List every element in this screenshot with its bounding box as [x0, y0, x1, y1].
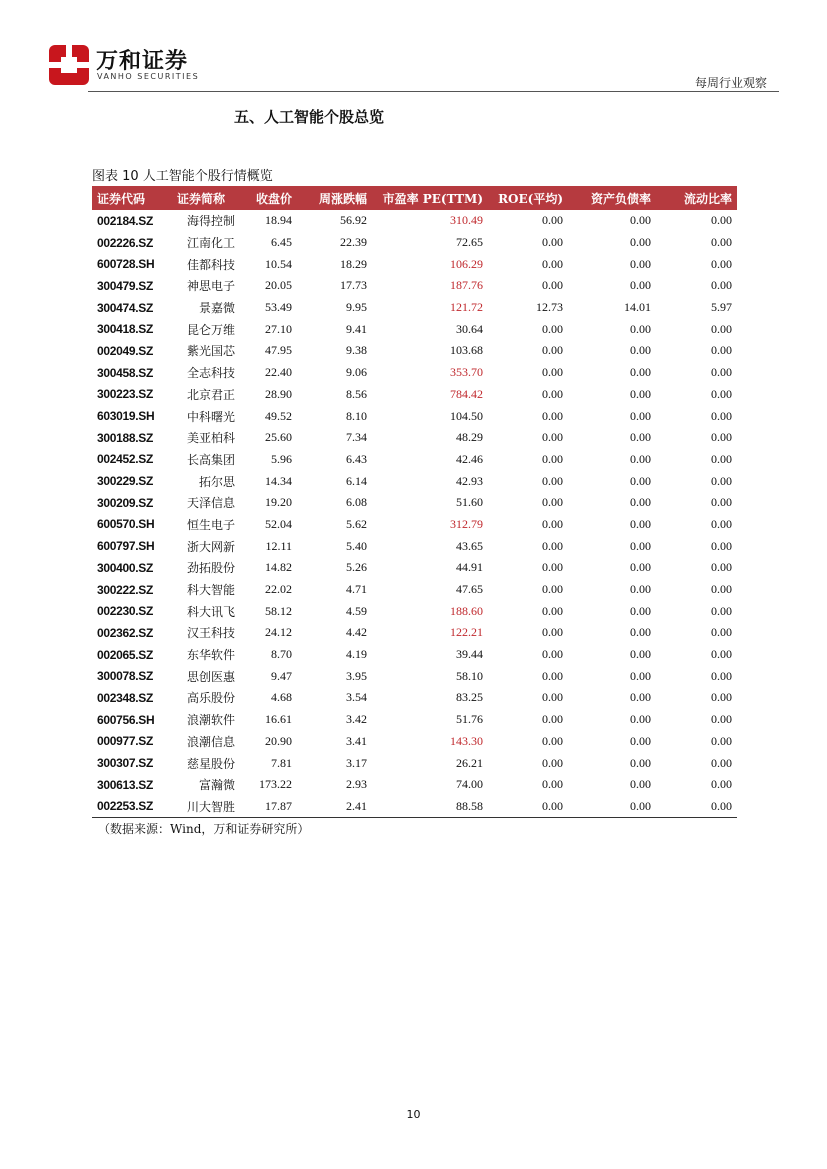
cell-close: 22.02: [265, 582, 292, 597]
cell-current-ratio: 0.00: [656, 796, 737, 818]
table-caption: 图表 10 人工智能个股行情概览: [92, 169, 273, 184]
col-header-code: 证券代码: [92, 186, 172, 210]
cell-name: 全志科技: [186, 366, 235, 381]
table-row: [92, 622, 737, 644]
cell-code: 002049.SZ: [97, 343, 154, 358]
cell-roe: 0.00: [542, 516, 563, 531]
cell-close: 10.54: [265, 256, 292, 271]
cell-weekly-change: 4.71: [346, 582, 367, 597]
table-row: [92, 535, 737, 557]
cell-name: 北京君正: [186, 387, 235, 402]
cell-code: 300418.SZ: [97, 322, 154, 337]
cell-close: 47.95: [265, 343, 292, 358]
cell-current-ratio: 0.00: [711, 386, 732, 401]
cell-debt-ratio: 0.00: [630, 668, 651, 683]
cell-pe: 51.76: [456, 712, 483, 727]
cell-code: 002253.SZ: [92, 796, 172, 818]
cell-weekly-change: 9.38: [346, 343, 367, 358]
cell-current-ratio: 0.00: [711, 430, 732, 445]
cell-weekly-change: 5.26: [346, 560, 367, 575]
cell-weekly-change: 56.92: [340, 213, 367, 228]
cell-debt-ratio: 14.01: [624, 300, 651, 315]
cell-name: 天泽信息: [186, 496, 235, 511]
cell-current-ratio: 0.00: [711, 365, 732, 380]
cell-close: 27.10: [265, 321, 292, 336]
cell-roe: 0.00: [542, 582, 563, 597]
cell-code: 002230.SZ: [97, 604, 154, 619]
cell-roe: 0.00: [542, 538, 563, 553]
cell-roe: 0.00: [542, 343, 563, 358]
table-row: [92, 731, 737, 753]
cell-weekly-change: 5.40: [346, 538, 367, 553]
cell-current-ratio: 0.00: [711, 451, 732, 466]
cell-code: 000977.SZ: [97, 734, 154, 749]
cell-current-ratio: 0.00: [711, 625, 732, 640]
cell-weekly-change: 2.41: [297, 796, 372, 818]
table-row: [92, 579, 737, 601]
cell-code: 600728.SH: [97, 257, 155, 272]
cell-debt-ratio: 0.00: [630, 408, 651, 423]
table-row: [92, 709, 737, 731]
cell-name: 川大智胜: [172, 796, 240, 818]
col-header-weekly-change: 周涨跌幅: [297, 186, 372, 210]
cell-name: 佳都科技: [186, 257, 235, 272]
cell-current-ratio: 0.00: [711, 755, 732, 770]
cell-debt-ratio: 0.00: [630, 560, 651, 575]
cell-code: 300474.SZ: [97, 300, 154, 315]
cell-name: 高乐股份: [186, 691, 235, 706]
cell-weekly-change: 6.14: [346, 473, 367, 488]
cell-debt-ratio: 0.00: [630, 235, 651, 250]
cell-current-ratio: 0.00: [711, 343, 732, 358]
cell-pe: 187.76: [450, 278, 483, 293]
cell-roe: 0.00: [542, 365, 563, 380]
cell-pe: 30.64: [456, 321, 483, 336]
cell-name: 海得控制: [186, 214, 235, 229]
cell-close: 24.12: [265, 625, 292, 640]
cell-weekly-change: 9.41: [346, 321, 367, 336]
cell-name: 思创医惠: [186, 669, 235, 684]
cell-current-ratio: 5.97: [711, 300, 732, 315]
cell-code: 600797.SH: [97, 539, 155, 554]
cell-weekly-change: 18.29: [340, 256, 367, 271]
cell-pe: 51.60: [456, 495, 483, 510]
cell-weekly-change: 3.54: [346, 690, 367, 705]
cell-debt-ratio: 0.00: [630, 582, 651, 597]
cell-name: 浪潮信息: [186, 734, 235, 749]
cell-close: 7.81: [271, 755, 292, 770]
cell-current-ratio: 0.00: [711, 690, 732, 705]
table-row: [92, 318, 737, 340]
table-row: [92, 600, 737, 622]
cell-pe: 58.10: [456, 668, 483, 683]
cell-code: 002184.SZ: [97, 213, 154, 228]
source-note: （数据来源：Wind，万和证券研究所）: [98, 822, 310, 836]
cell-roe: 0.00: [542, 321, 563, 336]
table-row: [92, 232, 737, 254]
cell-name: 昆仑万维: [186, 322, 235, 337]
cell-roe: 0.00: [542, 668, 563, 683]
cell-close: 52.04: [265, 516, 292, 531]
cell-code: 300222.SZ: [97, 582, 154, 597]
col-header-debt-ratio: 资产负债率: [568, 186, 656, 210]
cell-current-ratio: 0.00: [711, 733, 732, 748]
section-title: 五、人工智能个股总览: [234, 108, 385, 126]
cell-debt-ratio: 0.00: [630, 647, 651, 662]
cell-weekly-change: 8.56: [346, 386, 367, 401]
cell-name: 劲拓股份: [186, 561, 235, 576]
cell-pe: 121.72: [450, 300, 483, 315]
cell-pe: 26.21: [456, 755, 483, 770]
cell-debt-ratio: 0.00: [630, 712, 651, 727]
cell-name: 浙大网新: [186, 539, 235, 554]
cell-roe: 0.00: [542, 408, 563, 423]
table-row: [92, 470, 737, 492]
table-row: [92, 427, 737, 449]
cell-debt-ratio: 0.00: [630, 603, 651, 618]
cell-current-ratio: 0.00: [711, 560, 732, 575]
cell-close: 19.20: [265, 495, 292, 510]
table-row: [92, 644, 737, 666]
cell-close: 14.34: [265, 473, 292, 488]
cell-close: 20.05: [265, 278, 292, 293]
cell-code: 300229.SZ: [97, 474, 154, 489]
cell-roe: 0.00: [542, 386, 563, 401]
header-divider: [88, 91, 779, 92]
col-header-close: 收盘价: [240, 186, 297, 210]
table-row: [92, 557, 737, 579]
cell-debt-ratio: 0.00: [630, 733, 651, 748]
table-row: [92, 449, 737, 471]
cell-weekly-change: 9.95: [346, 300, 367, 315]
table-row: [92, 687, 737, 709]
cell-pe: 103.68: [450, 343, 483, 358]
cell-pe: 47.65: [456, 582, 483, 597]
cell-weekly-change: 22.39: [340, 235, 367, 250]
cell-pe: 106.29: [450, 256, 483, 271]
cell-pe: 43.65: [456, 538, 483, 553]
cell-current-ratio: 0.00: [711, 235, 732, 250]
table-row: [92, 210, 737, 232]
cell-pe: 72.65: [456, 235, 483, 250]
cell-pe: 312.79: [450, 516, 483, 531]
cell-debt-ratio: 0.00: [630, 256, 651, 271]
cell-weekly-change: 7.34: [346, 430, 367, 445]
cell-code: 300458.SZ: [97, 365, 154, 380]
table-row: [92, 405, 737, 427]
cell-close: 25.60: [265, 430, 292, 445]
cell-current-ratio: 0.00: [711, 538, 732, 553]
cell-close: 6.45: [271, 235, 292, 250]
cell-roe: 0.00: [542, 647, 563, 662]
cell-roe: 0.00: [542, 256, 563, 271]
cell-name: 汉王科技: [186, 626, 235, 641]
cell-debt-ratio: 0.00: [630, 386, 651, 401]
cell-name: 紫光国芯: [186, 344, 235, 359]
vanho-logo-icon: [48, 44, 90, 86]
cell-close: 58.12: [265, 603, 292, 618]
cell-name: 恒生电子: [186, 517, 235, 532]
table-row: [92, 297, 737, 319]
cell-name: 景嘉微: [198, 301, 235, 316]
cell-close: 22.40: [265, 365, 292, 380]
cell-weekly-change: 6.08: [346, 495, 367, 510]
table-header-row: [92, 186, 737, 210]
cell-close: 20.90: [265, 733, 292, 748]
cell-name: 富瀚微: [198, 778, 235, 793]
cell-roe: 0.00: [542, 235, 563, 250]
col-header-current-ratio: 流动比率: [656, 186, 737, 210]
cell-debt-ratio: 0.00: [630, 690, 651, 705]
cell-close: 53.49: [265, 300, 292, 315]
table-row: [92, 340, 737, 362]
cell-roe: 0.00: [542, 278, 563, 293]
cell-current-ratio: 0.00: [711, 603, 732, 618]
cell-close: 173.22: [259, 777, 292, 792]
cell-roe: 0.00: [542, 625, 563, 640]
cell-weekly-change: 4.19: [346, 647, 367, 662]
cell-pe: 48.29: [456, 430, 483, 445]
cell-close: 16.61: [265, 712, 292, 727]
cell-code: 300400.SZ: [97, 560, 154, 575]
cell-code: 600570.SH: [97, 517, 155, 532]
cell-code: 300209.SZ: [97, 495, 154, 510]
cell-code: 300223.SZ: [97, 387, 154, 402]
cell-current-ratio: 0.00: [711, 516, 732, 531]
cell-weekly-change: 17.73: [340, 278, 367, 293]
cell-roe: 0.00: [542, 690, 563, 705]
cell-name: 中科曙光: [186, 409, 235, 424]
col-header-pe: 市盈率 PE(TTM): [372, 186, 488, 210]
cell-current-ratio: 0.00: [711, 278, 732, 293]
table-row: [92, 665, 737, 687]
cell-name: 浪潮软件: [186, 713, 235, 728]
cell-current-ratio: 0.00: [711, 712, 732, 727]
cell-weekly-change: 8.10: [346, 408, 367, 423]
cell-pe: 188.60: [450, 603, 483, 618]
cell-roe: 0.00: [488, 796, 568, 818]
cell-current-ratio: 0.00: [711, 495, 732, 510]
table-row: [92, 362, 737, 384]
table-body: [92, 210, 737, 818]
cell-code: 300479.SZ: [97, 278, 154, 293]
cell-close: 14.82: [265, 560, 292, 575]
cell-weekly-change: 4.42: [346, 625, 367, 640]
cell-name: 神思电子: [186, 279, 235, 294]
cell-code: 300078.SZ: [97, 669, 154, 684]
cell-pe: 784.42: [450, 386, 483, 401]
cell-pe: 88.58: [372, 796, 488, 818]
table-row: [92, 275, 737, 297]
cell-roe: 0.00: [542, 473, 563, 488]
cell-roe: 0.00: [542, 560, 563, 575]
cell-current-ratio: 0.00: [711, 408, 732, 423]
col-header-name: 证券简称: [172, 186, 240, 210]
cell-debt-ratio: 0.00: [630, 516, 651, 531]
cell-weekly-change: 6.43: [346, 451, 367, 466]
cell-debt-ratio: 0.00: [630, 430, 651, 445]
table-row: [92, 796, 737, 818]
cell-pe: 74.00: [456, 777, 483, 792]
cell-current-ratio: 0.00: [711, 582, 732, 597]
cell-current-ratio: 0.00: [711, 668, 732, 683]
cell-close: 8.70: [271, 647, 292, 662]
brand-name: 万和证券: [96, 49, 189, 74]
cell-roe: 0.00: [542, 733, 563, 748]
cell-weekly-change: 3.42: [346, 712, 367, 727]
cell-roe: 0.00: [542, 712, 563, 727]
cell-weekly-change: 9.06: [346, 365, 367, 380]
cell-current-ratio: 0.00: [711, 647, 732, 662]
cell-pe: 104.50: [450, 408, 483, 423]
cell-pe: 42.46: [456, 451, 483, 466]
cell-debt-ratio: 0.00: [568, 796, 656, 818]
cell-close: 18.94: [265, 213, 292, 228]
cell-debt-ratio: 0.00: [630, 451, 651, 466]
cell-weekly-change: 2.93: [346, 777, 367, 792]
cell-pe: 42.93: [456, 473, 483, 488]
cell-code: 002065.SZ: [97, 647, 154, 662]
cell-current-ratio: 0.00: [711, 256, 732, 271]
cell-name: 拓尔思: [198, 474, 235, 489]
page-number: 10: [406, 1108, 421, 1121]
cell-close: 49.52: [265, 408, 292, 423]
cell-current-ratio: 0.00: [711, 777, 732, 792]
cell-name: 长高集团: [186, 452, 235, 467]
table-row: [92, 774, 737, 796]
cell-weekly-change: 4.59: [346, 603, 367, 618]
cell-weekly-change: 3.95: [346, 668, 367, 683]
cell-close: 28.90: [265, 386, 292, 401]
cell-debt-ratio: 0.00: [630, 278, 651, 293]
cell-close: 12.11: [265, 538, 292, 553]
cell-roe: 0.00: [542, 495, 563, 510]
cell-code: 300307.SZ: [97, 756, 154, 771]
cell-weekly-change: 5.62: [346, 516, 367, 531]
cell-code: 002226.SZ: [97, 235, 154, 250]
cell-code: 300188.SZ: [97, 430, 154, 445]
cell-debt-ratio: 0.00: [630, 755, 651, 770]
cell-debt-ratio: 0.00: [630, 321, 651, 336]
table-row: [92, 253, 737, 275]
cell-code: 002362.SZ: [97, 625, 154, 640]
cell-close: 9.47: [271, 668, 292, 683]
cell-roe: 12.73: [536, 300, 563, 315]
table-row: [92, 384, 737, 406]
cell-roe: 0.00: [542, 755, 563, 770]
brand-subtitle: VANHO SECURITIES: [97, 72, 200, 81]
col-header-roe: ROE(平均): [488, 186, 568, 210]
cell-debt-ratio: 0.00: [630, 538, 651, 553]
cell-pe: 122.21: [450, 625, 483, 640]
cell-weekly-change: 3.17: [346, 755, 367, 770]
cell-close: 5.96: [271, 451, 292, 466]
cell-debt-ratio: 0.00: [630, 625, 651, 640]
cell-code: 002348.SZ: [97, 690, 154, 705]
cell-name: 慈星股份: [186, 756, 235, 771]
page-header: [0, 0, 827, 95]
cell-pe: 44.91: [456, 560, 483, 575]
cell-code: 603019.SH: [97, 409, 155, 424]
cell-name: 江南化工: [186, 236, 235, 251]
cell-close: 17.87: [240, 796, 297, 818]
cell-name: 科大智能: [186, 583, 235, 598]
cell-debt-ratio: 0.00: [630, 495, 651, 510]
cell-debt-ratio: 0.00: [630, 777, 651, 792]
cell-code: 002452.SZ: [97, 452, 154, 467]
cell-pe: 310.49: [450, 213, 483, 228]
cell-roe: 0.00: [542, 430, 563, 445]
cell-code: 300613.SZ: [97, 777, 154, 792]
cell-roe: 0.00: [542, 777, 563, 792]
cell-close: 4.68: [271, 690, 292, 705]
table-row: [92, 752, 737, 774]
cell-pe: 83.25: [456, 690, 483, 705]
cell-current-ratio: 0.00: [711, 473, 732, 488]
cell-debt-ratio: 0.00: [630, 213, 651, 228]
table-row: [92, 492, 737, 514]
cell-debt-ratio: 0.00: [630, 343, 651, 358]
cell-pe: 143.30: [450, 733, 483, 748]
cell-roe: 0.00: [542, 603, 563, 618]
cell-current-ratio: 0.00: [711, 321, 732, 336]
cell-code: 600756.SH: [97, 712, 155, 727]
report-title: 每周行业观察: [694, 76, 767, 90]
cell-roe: 0.00: [542, 451, 563, 466]
cell-weekly-change: 3.41: [346, 733, 367, 748]
cell-name: 科大讯飞: [186, 604, 235, 619]
cell-pe: 353.70: [450, 365, 483, 380]
cell-pe: 39.44: [456, 647, 483, 662]
stock-overview-table: [92, 186, 737, 818]
cell-current-ratio: 0.00: [711, 213, 732, 228]
cell-name: 美亚柏科: [186, 431, 235, 446]
table-row: [92, 514, 737, 536]
cell-debt-ratio: 0.00: [630, 365, 651, 380]
cell-debt-ratio: 0.00: [630, 473, 651, 488]
cell-name: 东华软件: [186, 648, 235, 663]
cell-roe: 0.00: [542, 213, 563, 228]
